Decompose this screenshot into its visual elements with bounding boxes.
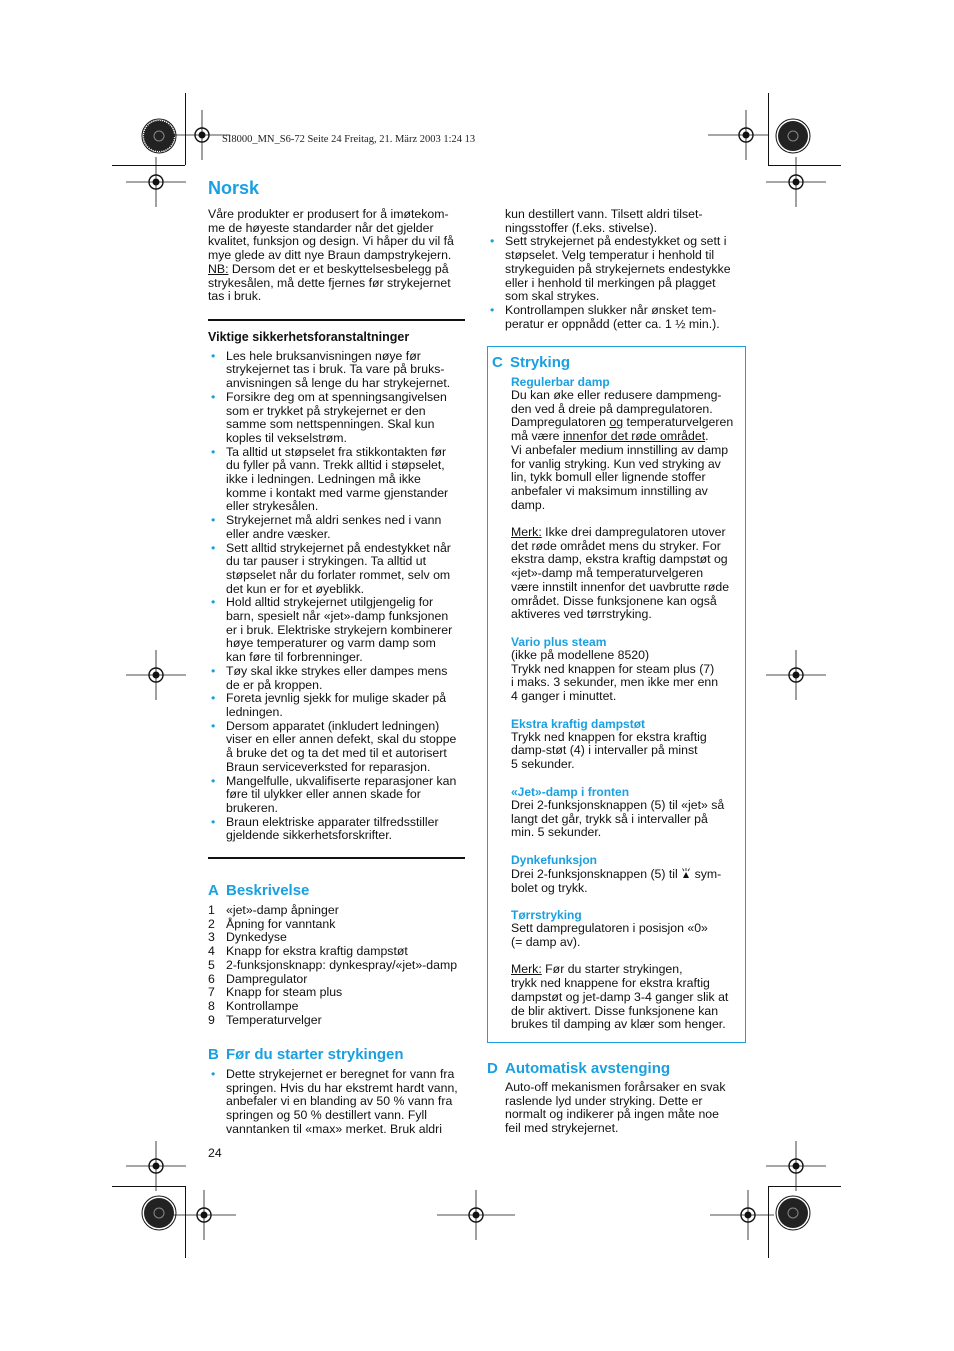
list-item-line: du fyller på vann. Trekk alltid i støpselet,: [226, 458, 445, 473]
sub-heading: Regulerbar damp: [511, 375, 610, 389]
section-letter: B: [208, 1046, 219, 1063]
section-letter: A: [208, 882, 219, 899]
section-b-body: [208, 1068, 470, 1137]
body-line: ekstra damp, ekstra kraftig dampstøt og: [511, 552, 728, 567]
intro-line: strykesålen, må dette fjernes før strykejernet: [208, 275, 451, 290]
body-line: min. 5 sekunder.: [511, 825, 602, 840]
list-item-line: • Ta alltid ut støpselet fra stikkontakten før: [226, 444, 447, 459]
list-item-line: • Hold alltid strykejernet utilgjengelig for: [226, 595, 434, 610]
safety-heading: Viktige sikkerhetsforanstaltninger: [208, 330, 410, 344]
part-number: 7: [208, 985, 215, 1000]
registration-mark: [437, 1190, 515, 1240]
list-item-line: koples til vekselstrøm.: [226, 430, 347, 445]
list-item-line: • Forsikre deg om at spenningsangivelsen: [226, 389, 447, 404]
section-b-heading: [208, 1046, 404, 1063]
section-b-list: [208, 1068, 470, 1137]
section-d-body: [505, 1081, 750, 1136]
list-item-line: • Sett alltid strykejernet på endestykket når: [226, 540, 451, 555]
list-item: [487, 304, 749, 331]
list-item: [208, 775, 470, 816]
list-item-line: er i bruk. Elektriske strykejern kombinerer: [226, 622, 453, 637]
body-line: 4 ganger i minuttet.: [511, 689, 617, 704]
part-label: «jet»-damp åpninger: [226, 903, 339, 917]
spray-symbol-icon: [681, 867, 691, 879]
parts-list-item: [208, 904, 470, 918]
list-item-line: ikke i ledningen. Ledningen må ikke: [226, 472, 421, 487]
registration-mark: [708, 110, 768, 160]
body-line: normalt og indikerer på ingen måte noe: [505, 1107, 719, 1122]
list-item-line: gjeldende sikkerhetsforskrifter.: [226, 828, 393, 843]
text-run: Drei 2-funksjonsknappen (5) til: [511, 866, 682, 881]
safety-list: [208, 350, 470, 843]
list-item-line: viser en eller annen defekt, skal du stoppe: [226, 732, 457, 747]
list-item: [208, 446, 470, 515]
parts-list-item: [208, 1000, 470, 1014]
list-item-line: Braun serviceverksted for reparasjon.: [226, 759, 431, 774]
list-item-line: det kun er for et øyeblikk.: [226, 581, 365, 596]
list-item: [208, 542, 470, 597]
list-item: [208, 1068, 470, 1137]
section-title: Stryking: [510, 354, 571, 371]
body-line: (= damp av).: [511, 935, 581, 950]
body-line: de blir aktivert. Disse funksjonene kan: [511, 1003, 719, 1018]
list-item-line: komme i kontakt med varme gjenstander: [226, 485, 449, 500]
list-item-line: høye temperaturer og varm damp som: [226, 636, 436, 651]
text-run: innenfor det røde området: [562, 429, 706, 444]
text-run: Før du starter strykingen,: [541, 962, 683, 977]
body-line: Du kan øke eller redusere dampmeng-: [511, 388, 722, 402]
section-d-heading: [487, 1060, 670, 1077]
part-label: Knapp for ekstra kraftig dampstøt: [226, 944, 408, 959]
part-label: Temperaturvelger: [226, 1012, 322, 1027]
body-line: langt det går, trykk så i intervaller på: [511, 811, 708, 826]
nb-label: NB:: [208, 261, 229, 276]
part-number: 3: [208, 930, 215, 945]
list-item: [208, 350, 470, 391]
list-item: [208, 665, 470, 692]
divider: [208, 319, 465, 321]
text-run: må være: [511, 429, 563, 444]
cont-line: kun destillert vann. Tilsett aldri tilset-: [505, 207, 703, 221]
list-item-line: å bruke det og ta det med til et autorisert: [226, 746, 447, 761]
body-line: lin, tykk bomull eller lignende stoffer: [511, 470, 706, 485]
body-line: for vanlig stryking. Kun ved stryking av: [511, 456, 721, 471]
list-item-line: eller strykesålen.: [226, 499, 319, 514]
body-line: Trykk ned knappen for ekstra kraftig: [511, 729, 707, 744]
body-line: aktiveres ved tørrstryking.: [511, 607, 652, 622]
list-item-line: støpselet. Velg temperatur i henhold til: [505, 248, 715, 263]
merk-label: Merk:: [511, 525, 542, 540]
parts-list-items: [208, 904, 470, 1027]
list-item-line: ledningen.: [226, 704, 283, 719]
parts-list-item: [208, 973, 470, 987]
list-item-line: støpselet når du forlater rommet, selv om: [226, 567, 451, 582]
part-number: 6: [208, 971, 215, 986]
merk-label: Merk:: [511, 962, 542, 977]
body-line: (ikke på modellene 8520): [511, 647, 650, 662]
color-target-mark: [775, 1195, 811, 1231]
parts-list-item: [208, 918, 470, 932]
cont-line: ningsstoffer (f.eks. stivelse).: [505, 220, 658, 235]
body-line: være innstilt innenfor det uavbrutte røde: [511, 579, 730, 594]
list-item-line: kan føre til forbrenninger.: [226, 650, 363, 665]
section-letter: D: [487, 1060, 498, 1077]
section-letter: C: [492, 354, 503, 371]
color-target-mark: [141, 1195, 177, 1231]
part-label: Kontrollampe: [226, 998, 299, 1013]
color-target-mark: [775, 118, 811, 154]
list-item-line: vanntanken til «max» merket. Bruk aldri: [226, 1121, 442, 1136]
part-number: 4: [208, 944, 215, 959]
text-run: Dampregulatoren: [511, 415, 610, 430]
body-line: damp-støt (4) i intervaller på minst: [511, 743, 698, 758]
list-item-line: • Tøy skal ikke strykes eller dampes mens: [226, 663, 448, 678]
body-line: 5 sekunder.: [511, 757, 575, 772]
list-item: [208, 596, 470, 665]
part-label: Knapp for steam plus: [226, 985, 343, 1000]
list-item: [208, 816, 470, 843]
text-run: .: [705, 429, 709, 444]
section-c-heading: [492, 354, 570, 371]
registration-mark: [170, 110, 230, 160]
body-line: feil med strykejernet.: [505, 1121, 619, 1136]
body-line: Sett dampregulatoren i posisjon «0»: [511, 921, 708, 936]
intro-line: me de høyeste standarder når det gjelder: [208, 220, 434, 235]
list-item-line: strykejernet tas i bruk. Ta vare på bruks-: [226, 362, 445, 377]
part-number: 8: [208, 998, 215, 1013]
parts-list: [208, 904, 470, 1027]
text-run: Ikke drei dampregulatoren utover: [541, 525, 726, 540]
registration-mark: [710, 1190, 774, 1240]
body-line: Drei 2-funksjonsknappen (5) til «jet» så: [511, 797, 725, 812]
body-line: brukes til damping av klær som henger.: [511, 1017, 726, 1032]
list-item-line: som er trykket på strykejernet er den: [226, 403, 426, 418]
list-item-line: anbefaler vi en blanding av 50 % vann fra: [226, 1094, 453, 1109]
sub-heading: «Jet»-damp i fronten: [511, 784, 630, 799]
section-c-body: [511, 375, 743, 1032]
section-title: Beskrivelse: [226, 882, 310, 899]
text-run: temperaturvelgeren: [623, 415, 734, 430]
part-number: 1: [208, 903, 215, 917]
intro-paragraph: [208, 208, 470, 304]
parts-list-item: [208, 945, 470, 959]
list-item-line: som skal strykes.: [505, 289, 600, 304]
list-item-line: • Foreta jevnlig sjekk for mulige skader på: [226, 691, 447, 706]
list-item-line: anvisningen så lenge du har strykejernet.: [226, 376, 451, 391]
column2-list: [487, 235, 749, 331]
list-item-line: eller i henhold til merkingen på plagget: [505, 275, 716, 290]
list-item-line: • Braun elektriske apparater tilfredsstiller: [226, 814, 439, 829]
part-number: 5: [208, 957, 215, 972]
part-number: 9: [208, 1012, 215, 1027]
part-label: Åpning for vanntank: [226, 916, 336, 931]
body-line: den ved å dreie på dampregulatoren.: [511, 401, 713, 416]
body-line: anbefaler vi maksimum innstilling av: [511, 483, 708, 498]
list-item-line: barn, spesielt når «jet»-damp funksjonen: [226, 609, 449, 624]
list-item-line: • Kontrollampen slukker når ønsket tem-: [505, 302, 717, 317]
registration-mark: [766, 157, 826, 207]
part-number: 2: [208, 916, 215, 931]
body-line: Auto-off mekanismen forårsaker en svak: [505, 1080, 726, 1094]
text-run: og: [609, 415, 624, 430]
list-item-line: føre til ulykker eller annen skade for: [226, 787, 421, 802]
list-item-line: peratur er oppnådd (etter ca. 1 ½ min.).: [505, 316, 720, 331]
intro-line: tas i bruk.: [208, 289, 262, 304]
list-item-line: eller andre væsker.: [226, 526, 331, 541]
registration-mark: [172, 1190, 236, 1240]
parts-list-item: [208, 1014, 470, 1028]
registration-mark: [766, 1141, 826, 1191]
body-line: bolet og trykk.: [511, 880, 588, 895]
sub-heading: Dynkefunksjon: [511, 852, 598, 867]
list-item-line: • Les hele bruksanvisningen nøye før: [226, 348, 421, 363]
list-item-line: • Dette strykejernet er beregnet for vann fra: [226, 1067, 455, 1081]
list-item-line: springen. Hvis du har ekstremt hardt vann,: [226, 1080, 458, 1095]
part-label: 2-funksjonsknapp: dynkespray/«jet»-damp: [226, 957, 458, 972]
list-item-line: • Mangelfulle, ukvalifiserte reparasjoner kan: [226, 773, 457, 788]
nb-text: Dersom det er et beskyttelsesbelegg på: [228, 261, 449, 276]
intro-line: Våre produkter er produsert for å imøtekom-: [208, 207, 449, 221]
list-item-line: de er på kroppen.: [226, 677, 323, 692]
registration-mark: [126, 157, 186, 207]
body-line: området. Disse funksjonene kan også: [511, 593, 717, 608]
body-line: Trykk ned knappen for steam plus (7): [511, 661, 715, 676]
body-line: «jet»-damp må temperaturvelgeren: [511, 566, 704, 581]
list-item-line: • Sett strykejernet på endestykket og sett i: [505, 234, 727, 249]
sub-heading: Vario plus steam: [511, 634, 607, 649]
list-item-line: du tar pauser i strykingen. Ta alltid ut: [226, 554, 427, 569]
body-line: Vi anbefaler medium innstilling av damp: [511, 442, 729, 457]
page-title: Norsk: [208, 178, 260, 198]
registration-mark: [766, 650, 826, 700]
parts-list-item: [208, 959, 470, 973]
parts-list-item: [208, 931, 470, 945]
list-item-line: • Strykejernet må aldri senkes ned i vann: [226, 513, 442, 528]
page-number: 24: [208, 1146, 222, 1160]
list-item: [208, 514, 470, 541]
part-label: Dampregulator: [226, 971, 308, 986]
divider: [208, 857, 465, 859]
sub-heading: Tørrstryking: [511, 908, 582, 923]
body-line: trykk ned knappene for ekstra kraftig: [511, 976, 710, 991]
parts-list-item: [208, 986, 470, 1000]
registration-mark: [126, 1141, 186, 1191]
section-a-heading: [208, 882, 309, 899]
section-title: Før du starter strykingen: [226, 1046, 404, 1063]
registration-mark: [126, 650, 186, 700]
list-item-line: springen og 50 % destillert vann. Fyll: [226, 1108, 427, 1123]
safety-section: [208, 331, 470, 843]
color-target-mark: [141, 118, 177, 154]
body-line: det røde området mens du stryker. For: [511, 538, 721, 553]
list-item-line: samme som nettspenningen. Skal kun: [226, 417, 435, 432]
print-slug: SI8000_MN_S6-72 Seite 24 Freitag, 21. März 2003 1:24 13: [222, 134, 476, 145]
column2-top: [487, 208, 749, 331]
list-item: [208, 692, 470, 719]
body-line: raslende lyd under stryking. Dette er: [505, 1093, 703, 1108]
section-title: Automatisk avstenging: [505, 1060, 671, 1077]
list-item: [208, 720, 470, 775]
list-item: [208, 391, 470, 446]
list-item-line: • Dersom apparatet (inkludert ledningen): [226, 718, 440, 733]
body-line: i maks. 3 sekunder, men ikke mer enn: [511, 675, 719, 690]
list-item-line: brukeren.: [226, 800, 278, 815]
text-run: sym-: [691, 866, 722, 881]
sub-heading: Ekstra kraftig dampstøt: [511, 716, 646, 731]
intro-line: mye glede av ditt nye Braun dampstrykejern.: [208, 248, 452, 263]
body-line: dampstøt og jet-damp 3-4 ganger slik at: [511, 989, 729, 1004]
body-line: damp.: [511, 497, 546, 512]
list-item: [487, 235, 749, 304]
list-item-line: strykeguiden på strykejernets endestykke: [505, 261, 731, 276]
intro-line: kvalitet, funksjon og design. Vi håper du vil få: [208, 234, 454, 249]
part-label: Dynkedyse: [226, 930, 287, 945]
